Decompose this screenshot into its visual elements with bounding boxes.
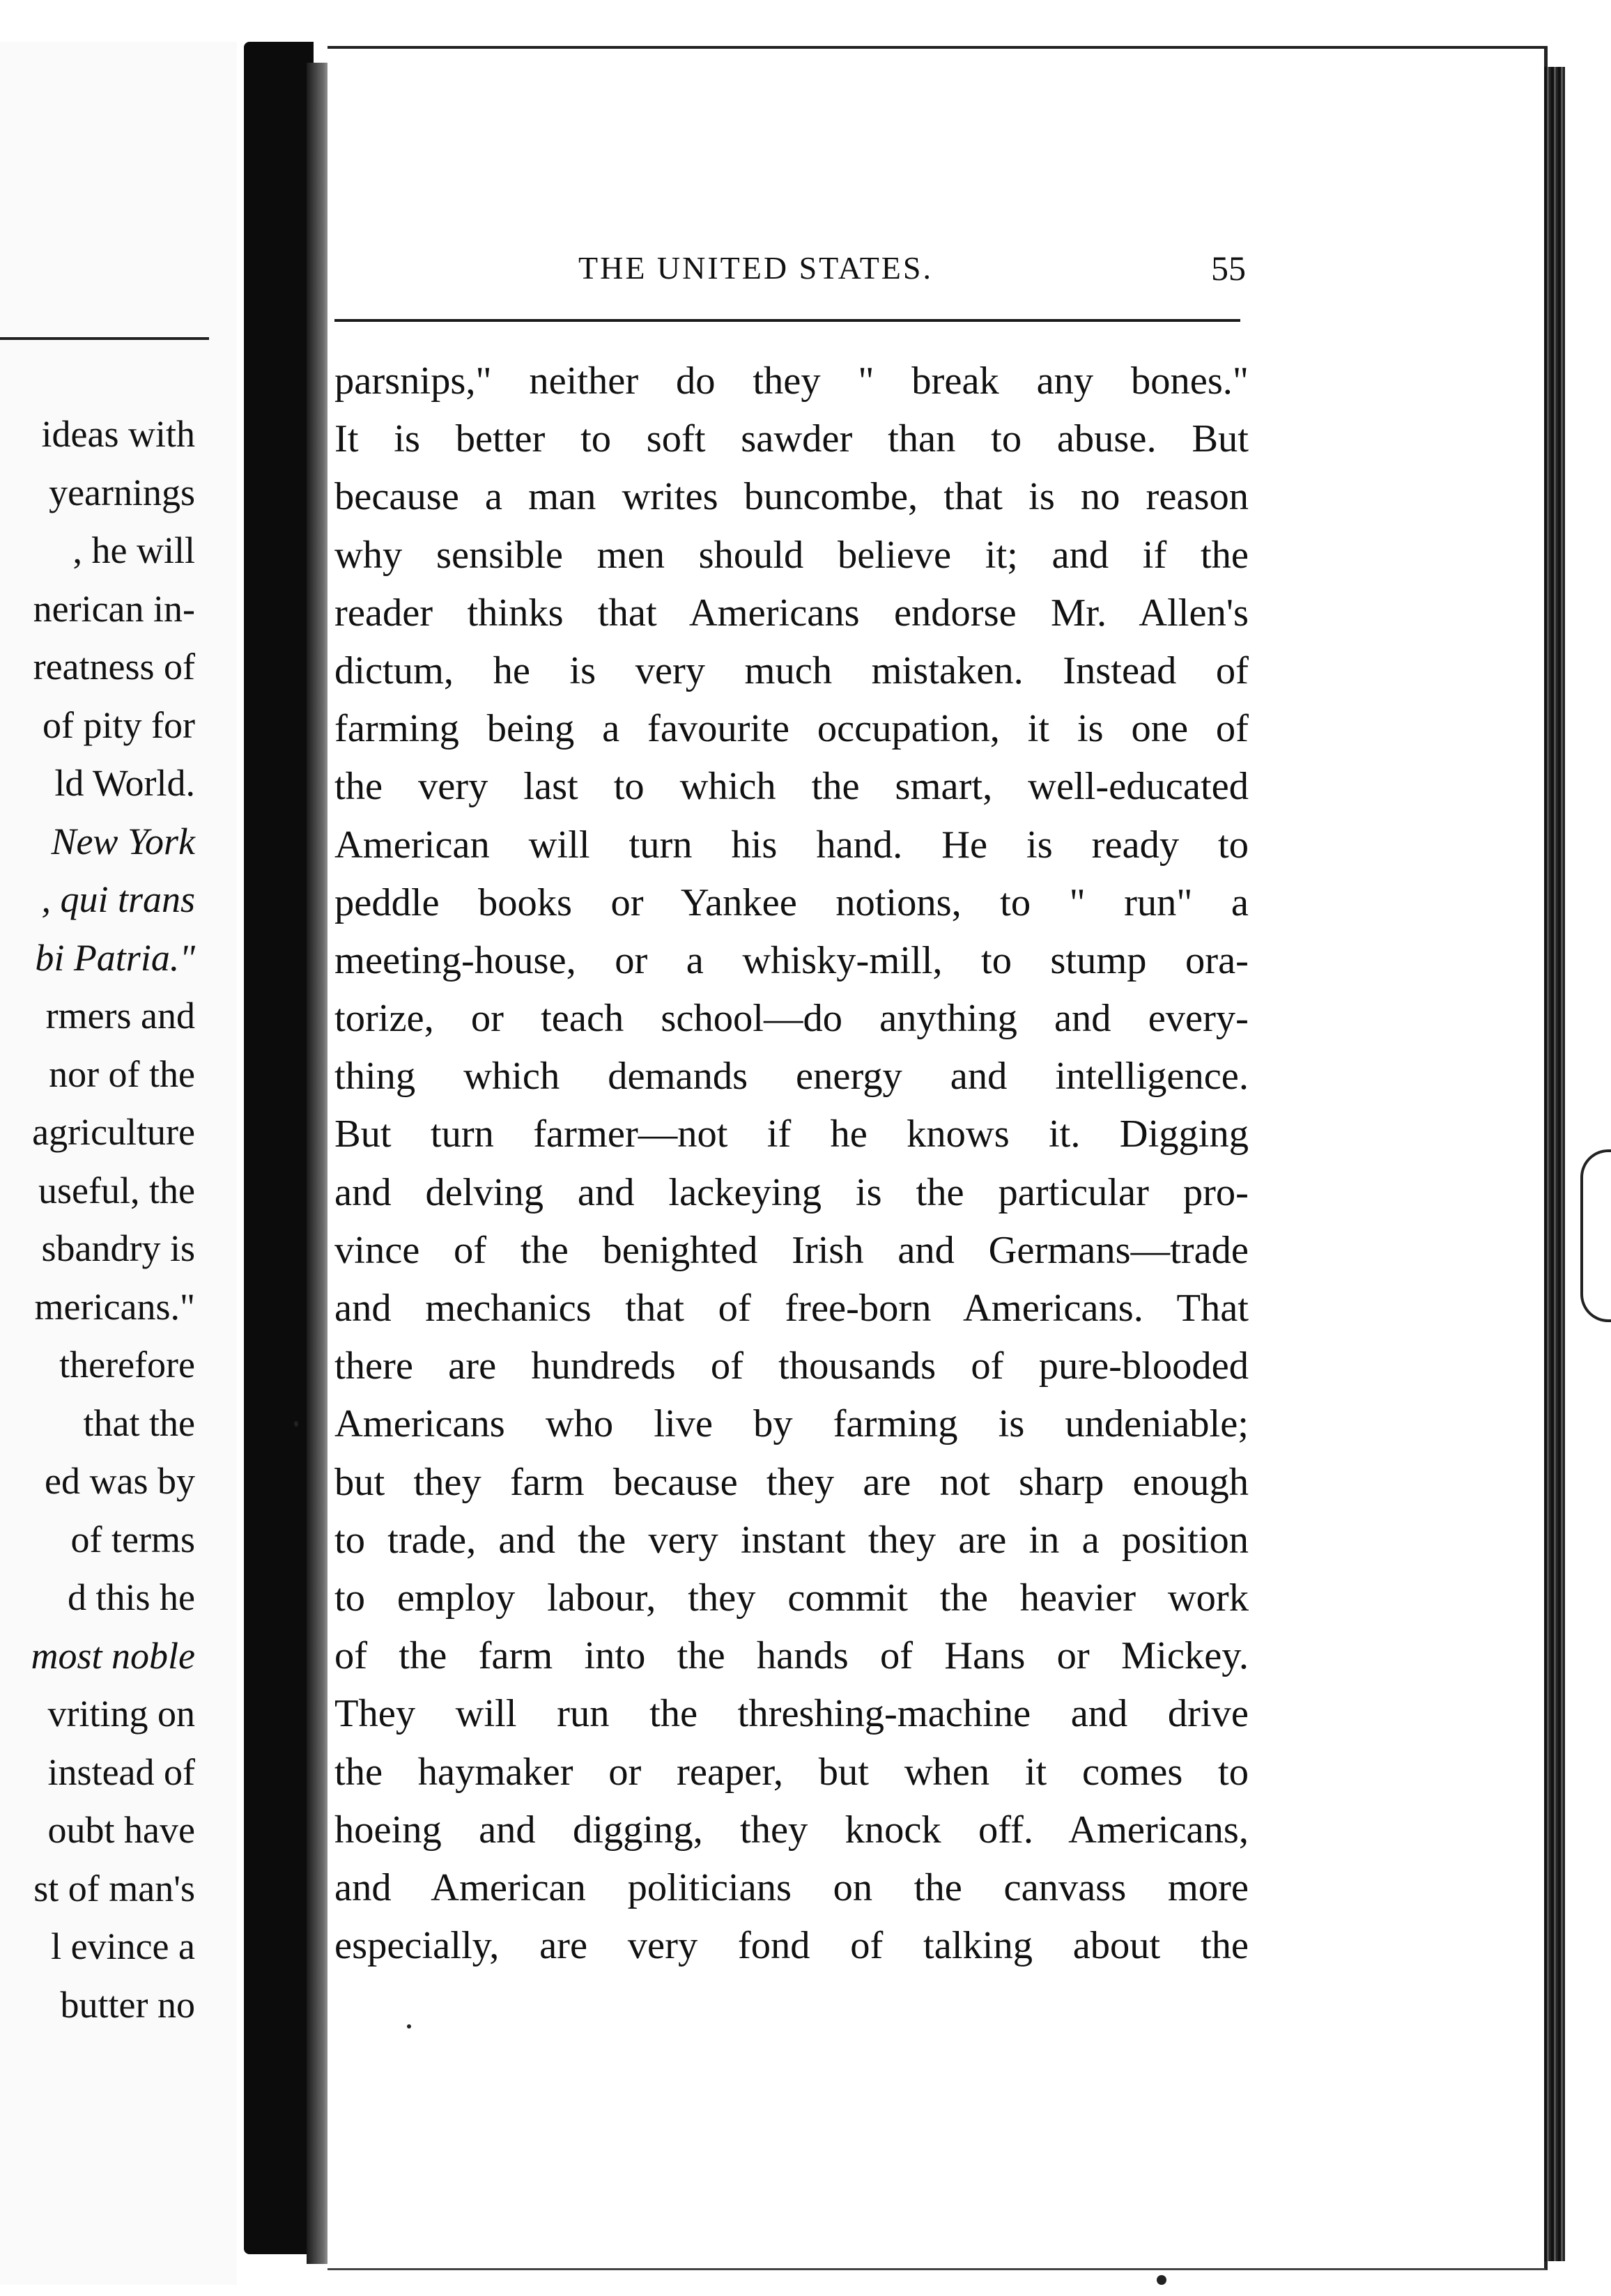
left-page-line: ideas with [41, 413, 195, 455]
body-line: They will run the threshing-machine and drive [334, 1692, 1249, 1736]
left-page-line: New York [51, 820, 195, 862]
ink-speck [1157, 2275, 1166, 2285]
body-line: to trade, and the very instant they are in a position [334, 1518, 1249, 1562]
left-facing-page [0, 42, 237, 2285]
left-page-line: oubt have [47, 1809, 195, 1851]
body-line: farming being a favourite occupation, it is one of [334, 707, 1249, 751]
body-line: to employ labour, they commit the heavier work [334, 1576, 1249, 1620]
left-page-line: most noble [31, 1634, 195, 1677]
header-rule [334, 319, 1240, 322]
body-text [334, 352, 1249, 1975]
left-page-line: sbandry is [41, 1227, 195, 1269]
left-page-line: of terms [70, 1518, 195, 1560]
left-page-rule [0, 337, 209, 340]
left-page-line: useful, the [38, 1169, 195, 1211]
left-page-line: rmers and [45, 995, 195, 1037]
body-line: Americans who live by farming is undeniable; [334, 1402, 1249, 1446]
body-line: but they farm because they are not sharp enough [334, 1460, 1249, 1504]
left-page-line: therefore [59, 1344, 195, 1386]
left-page-line: of pity for [43, 704, 195, 746]
left-page-line: mericans." [34, 1285, 195, 1328]
left-page-line: that the [83, 1402, 195, 1444]
body-line: reader thinks that Americans endorse Mr. Allen's [334, 591, 1249, 635]
body-line: the haymaker or reaper, but when it comes to [334, 1750, 1249, 1794]
left-page-line: bi Patria." [35, 936, 195, 979]
left-page-text [31, 405, 196, 2034]
left-page-line: , he will [72, 529, 195, 571]
left-page-line: d this he [68, 1576, 195, 1618]
left-page-line: ld World. [54, 762, 195, 804]
body-line: of the farm into the hands of Hans or Mickey. [334, 1634, 1249, 1678]
body-line: why sensible men should believe it; and if the [334, 533, 1249, 577]
left-page-line: ed was by [45, 1460, 195, 1502]
body-line: meeting-house, or a whisky-mill, to stump ora- [334, 938, 1249, 982]
body-line: because a man writes buncombe, that is no reason [334, 475, 1249, 519]
body-line: hoeing and digging, they knock off. Americans, [334, 1808, 1249, 1852]
left-page-line: st of man's [33, 1867, 195, 1909]
body-line: parsnips," neither do they " break any bones." [334, 359, 1249, 403]
body-line: But turn farmer—not if he knows it. Digging [334, 1112, 1249, 1156]
page-edge-stack [1544, 67, 1565, 2261]
ink-speck [407, 2024, 411, 2029]
body-line: American will turn his hand. He is ready to [334, 823, 1249, 867]
body-line: dictum, he is very much mistaken. Instead of [334, 649, 1249, 692]
body-line: thing which demands energy and intelligence. [334, 1055, 1249, 1099]
left-page-line: , qui trans [41, 878, 195, 920]
body-line: and delving and lackeying is the particular pro- [334, 1170, 1249, 1214]
body-line: torize, or teach school—do anything and every- [334, 997, 1249, 1041]
left-page-line: nerican in- [33, 587, 195, 630]
left-page-line: instead of [47, 1751, 195, 1793]
left-page-line: butter no [60, 1983, 195, 2026]
page-edge-clip [1580, 1149, 1611, 1322]
book-gutter [244, 42, 314, 2254]
page-number: 55 [1211, 249, 1246, 288]
running-head: THE UNITED STATES. [578, 250, 933, 286]
body-line: especially, are very fond of talking about the [334, 1924, 1249, 1968]
left-page-line: yearnings [49, 471, 195, 513]
body-line: It is better to soft sawder than to abuse. But [334, 417, 1249, 461]
body-line: there are hundreds of thousands of pure-blooded [334, 1344, 1249, 1388]
ink-speck [294, 1421, 298, 1427]
body-line: peddle books or Yankee notions, to " run" a [334, 881, 1249, 924]
body-line: vince of the benighted Irish and Germans—trade [334, 1228, 1249, 1272]
left-page-line: agriculture [32, 1111, 195, 1153]
left-page-line: vriting on [47, 1693, 195, 1735]
body-line: the very last to which the smart, well-educated [334, 765, 1249, 809]
left-page-line: nor of the [49, 1053, 195, 1095]
body-line: and American politicians on the canvass more [334, 1866, 1249, 1909]
left-page-line: reatness of [33, 646, 195, 688]
left-page-line: l evince a [51, 1925, 195, 1967]
body-line: and mechanics that of free-born Americans. That [334, 1287, 1249, 1330]
